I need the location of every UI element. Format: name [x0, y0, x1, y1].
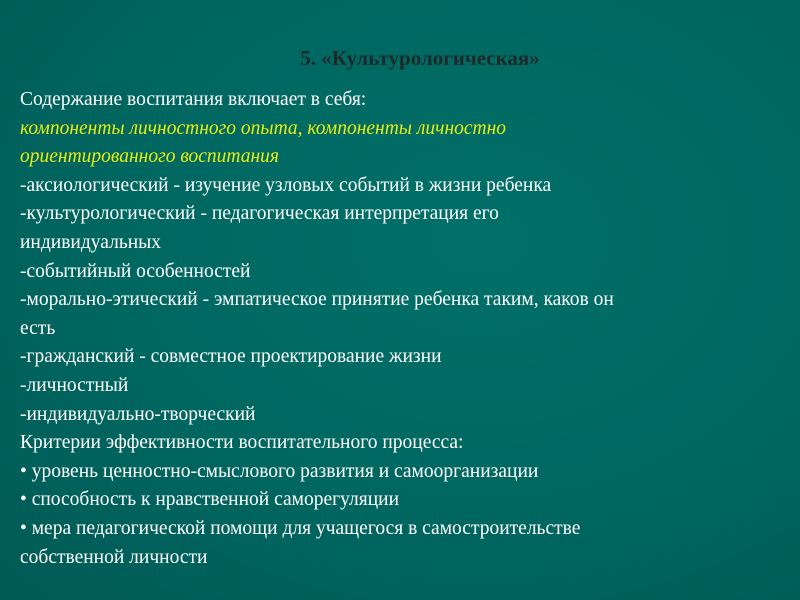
text-line: собственной личности [20, 546, 208, 568]
text-line: -культурологический - педагогическая интерпретация его [20, 203, 499, 225]
slide-title: 5. «Культурологическая» [300, 46, 540, 70]
highlighted-text-line: ориентированного воспитания [20, 146, 279, 168]
text-line: • способность к нравственной саморегуляции [20, 489, 400, 511]
text-line: -индивидуально-творческий [20, 403, 256, 425]
text-line: • уровень ценностно-смыслового развития и самоорганизации [20, 460, 539, 482]
text-line: -морально-этический - эмпатическое принятие ребенка таким, каков он [20, 289, 614, 311]
slide-body [20, 86, 790, 572]
text-line: Критерии эффективности воспитательного процесса: [20, 432, 464, 454]
highlighted-text-line: компоненты личностного опыта, компоненты личностно [20, 117, 507, 139]
text-line: -событийный особенностей [20, 260, 251, 282]
text-line: -аксиологический - изучение узловых событий в жизни ребенка [20, 174, 552, 196]
text-line: -гражданский - совместное проектирование жизни [20, 346, 442, 368]
text-line: есть [20, 317, 56, 339]
text-line: -личностный [20, 374, 129, 396]
text-line: Содержание воспитания включает в себя: [20, 89, 367, 110]
text-line: индивидуальных [20, 231, 162, 253]
text-line: • мера педагогической помощи для учащегося в самостроительстве [20, 517, 581, 539]
